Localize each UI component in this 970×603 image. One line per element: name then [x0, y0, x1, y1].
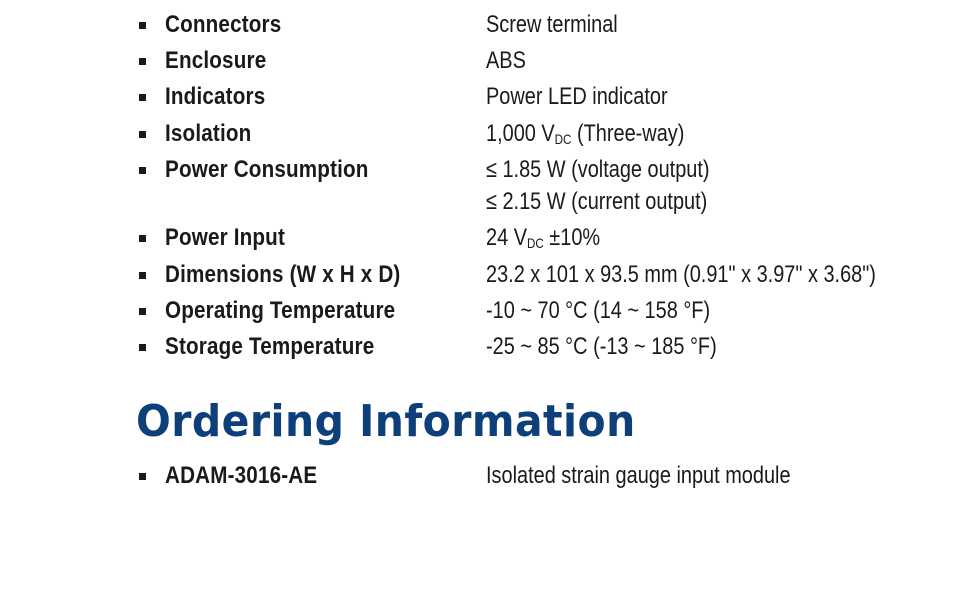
spec-label: Indicators: [165, 83, 266, 110]
spec-value: Power LED indicator: [486, 83, 668, 110]
bullet-icon: [139, 167, 146, 174]
part-description: Isolated strain gauge input module: [486, 462, 791, 489]
spec-label: Dimensions (W x H x D): [165, 261, 401, 288]
subscript: DC: [554, 131, 572, 147]
spec-value: [486, 223, 600, 258]
bullet-icon: [139, 131, 146, 138]
section-title: Ordering Information: [136, 396, 636, 447]
bullet-icon: [139, 58, 146, 65]
bullet-icon: [139, 272, 146, 279]
bullet-icon: [139, 22, 146, 29]
spec-value: ≤ 1.85 W (voltage output): [486, 156, 710, 183]
spec-value-line-2: ≤ 2.15 W (current output): [486, 188, 708, 215]
bullet-icon: [139, 473, 146, 480]
spec-label: Enclosure: [165, 47, 267, 74]
subscript: DC: [526, 235, 544, 251]
bullet-icon: [139, 308, 146, 315]
spec-label: Isolation: [165, 120, 252, 147]
value-part: 1,000 V: [486, 120, 555, 147]
spec-value: -10 ~ 70 °C (14 ~ 158 °F): [486, 297, 711, 324]
spec-label: Storage Temperature: [165, 333, 375, 360]
value-part: (Three-way): [571, 120, 685, 147]
spec-value: [486, 119, 684, 154]
value-part: ±10%: [543, 224, 601, 251]
bullet-icon: [139, 235, 146, 242]
spec-value: Screw terminal: [486, 11, 618, 38]
spec-value: 23.2 x 101 x 93.5 mm (0.91" x 3.97" x 3.68"): [486, 261, 876, 288]
bullet-icon: [139, 344, 146, 351]
spec-value: ABS: [486, 47, 526, 74]
spec-label: Operating Temperature: [165, 297, 396, 324]
spec-label: Power Consumption: [165, 156, 369, 183]
bullet-icon: [139, 94, 146, 101]
part-number: ADAM-3016-AE: [165, 462, 318, 489]
spec-label: Connectors: [165, 11, 282, 38]
value-part: 24 V: [486, 224, 527, 251]
spec-label: Power Input: [165, 224, 286, 251]
spec-value: -25 ~ 85 °C (-13 ~ 185 °F): [486, 333, 717, 360]
